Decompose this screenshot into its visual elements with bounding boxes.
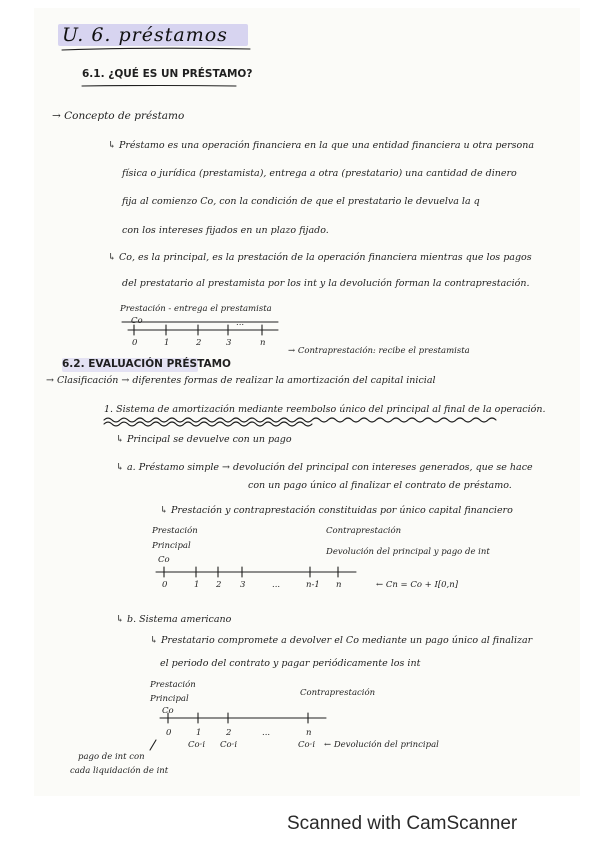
timeline1-co: Co (131, 316, 143, 326)
timeline-b-coi-1: Co·i (188, 740, 206, 750)
principal-return-text: Principal se devuelve con un pago (126, 434, 292, 445)
principal-return: ↳ Principal se devuelve con un pago (116, 434, 292, 445)
definition-line-1: ↳ Préstamo es una operación financiera en la que una entidad financiera u otra persona (108, 140, 535, 151)
timeline1-top-label: Prestación - entrega el prestamista (120, 304, 272, 314)
timeline-b-left-note-1: pago de int con (78, 752, 145, 762)
classification-label: Clasificación (56, 375, 119, 386)
timeline-b-left-note-2: cada liquidación de int (70, 766, 169, 776)
timeline-b-tick-0: 0 (166, 728, 172, 738)
timeline-a-tick-dots: ... (272, 580, 281, 590)
concept-text: Concepto de préstamo (64, 110, 185, 122)
timeline-a-formula: ← Cn = Co + I[0,n] (376, 580, 459, 590)
timeline-b-right-note-text: Devolución del principal (333, 740, 439, 750)
loan-simple-note-text: Prestación y contraprestación constituidas por único capital financiero (170, 505, 513, 516)
system1-wavy-underline-2 (104, 422, 312, 426)
timeline-a-tick-n: n (336, 580, 342, 590)
concept-label: → Concepto de préstamo (52, 110, 185, 122)
section2-heading: 6.2. EVALUACIÓN PRÉSTAMO (62, 358, 231, 370)
principal-line-1: ↳ Co, es la principal, es la prestación de la operación financiera mientras que los pagos (108, 252, 532, 263)
classification-line: → Clasificación → diferentes formas de realizar la amortización del capital inicial (46, 375, 436, 386)
timeline1-tick-dots: ... (236, 318, 245, 328)
system1-heading: 1. Sistema de amortización mediante reembolso único del principal al final de la operación. (104, 404, 546, 415)
timeline1-tick-0: 0 (132, 338, 138, 348)
timeline-a-right-1: Contraprestación (326, 526, 402, 536)
system1-wavy-underline (104, 418, 496, 422)
loan-simple-text-1: devolución del principal con intereses generados, que se hace (233, 462, 533, 473)
classification-text: diferentes formas de realizar la amortización del capital inicial (132, 375, 436, 386)
timeline-a-left-1: Prestación (152, 526, 198, 536)
timeline-a-tick-2: 2 (216, 580, 222, 590)
section1-heading: 6.1. ¿QUÉ ES UN PRÉSTAMO? (82, 68, 253, 80)
timeline1-tick-2: 2 (196, 338, 202, 348)
timeline-b-right: Contraprestación (300, 688, 376, 698)
timeline1-note-text: Contraprestación: recibe el prestamista (297, 346, 470, 356)
definition-text-1: Préstamo es una operación financiera en la que una entidad financiera u otra persona (118, 140, 535, 151)
system-american-label: b. Sistema americano (126, 614, 232, 625)
system-american: ↳ b. Sistema americano (116, 614, 232, 625)
loan-simple-note: ↳ Prestación y contraprestación constituidas por único capital financiero (160, 505, 513, 516)
timeline-b-left-3: Co (162, 706, 174, 716)
scanner-watermark: Scanned with CamScanner (287, 813, 518, 834)
timeline1-note: → Contraprestación: recibe el prestamista (288, 346, 470, 356)
definition-line-3: fija al comienzo Co, con la condición de que el prestatario le devuelva la q (122, 196, 480, 207)
loan-simple-text-2: con un pago único al finalizar el contrato de préstamo. (248, 480, 512, 491)
timeline-a-left-2: Principal (152, 541, 191, 551)
timeline-b-left-1: Prestación (150, 680, 196, 690)
definition-line-4: con los intereses fijados en un plazo fijado. (122, 225, 329, 236)
timeline-a-formula-text: Cn = Co + I[0,n] (385, 580, 459, 590)
timeline-a-tick-3: 3 (240, 580, 246, 590)
loan-simple: ↳ a. Préstamo simple → devolución del principal con intereses generados, que se hace (116, 462, 533, 473)
system-american-text-1: ↳ Prestatario compromete a devolver el Co mediante un pago único al finalizar (150, 635, 533, 646)
timeline-b-coi-2: Co·i (220, 740, 238, 750)
timeline-a-tick-0: 0 (162, 580, 168, 590)
timeline-b-left-2: Principal (150, 694, 189, 704)
timeline-b-right-note: ← Devolución del principal (324, 740, 439, 750)
timeline-a-right-2: Devolución del principal y pago de int (326, 547, 490, 557)
timeline-b-left-arrow (150, 740, 156, 750)
timeline-b-tick-n: n (306, 728, 312, 738)
timeline-a-tick-1: 1 (194, 580, 200, 590)
timeline1-tick-n: n (260, 338, 266, 348)
timeline-b-tick-1: 1 (196, 728, 202, 738)
principal-text-1: Co, es la principal, es la prestación de la operación financiera mientras que los pagos (118, 252, 532, 263)
timeline-a-left-3: Co (158, 555, 170, 565)
timeline-a-tick-n1: n-1 (306, 580, 320, 590)
system-american-text-1-span: Prestatario compromete a devolver el Co mediante un pago único al finalizar (160, 635, 533, 646)
timeline-b-tick-2: 2 (226, 728, 232, 738)
title-underline (62, 48, 250, 50)
timeline-b-coi-3: Co·i (298, 740, 316, 750)
page-title: U. 6. préstamos (62, 24, 228, 46)
timeline1-tick-1: 1 (164, 338, 170, 348)
principal-line-2: del prestatario al prestamista por los int y la devolución forman la contraprestación. (122, 278, 530, 289)
timeline-b-tick-dots: ... (262, 728, 271, 738)
definition-line-2: física o jurídica (prestamista), entrega a otra (prestatario) una cantidad de dinero (122, 168, 517, 179)
loan-simple-label: a. Préstamo simple (126, 462, 220, 473)
timeline1-tick-3: 3 (226, 338, 232, 348)
system-american-text-2: el periodo del contrato y pagar periódicamente los int (160, 658, 421, 669)
section1-underline (82, 86, 236, 87)
